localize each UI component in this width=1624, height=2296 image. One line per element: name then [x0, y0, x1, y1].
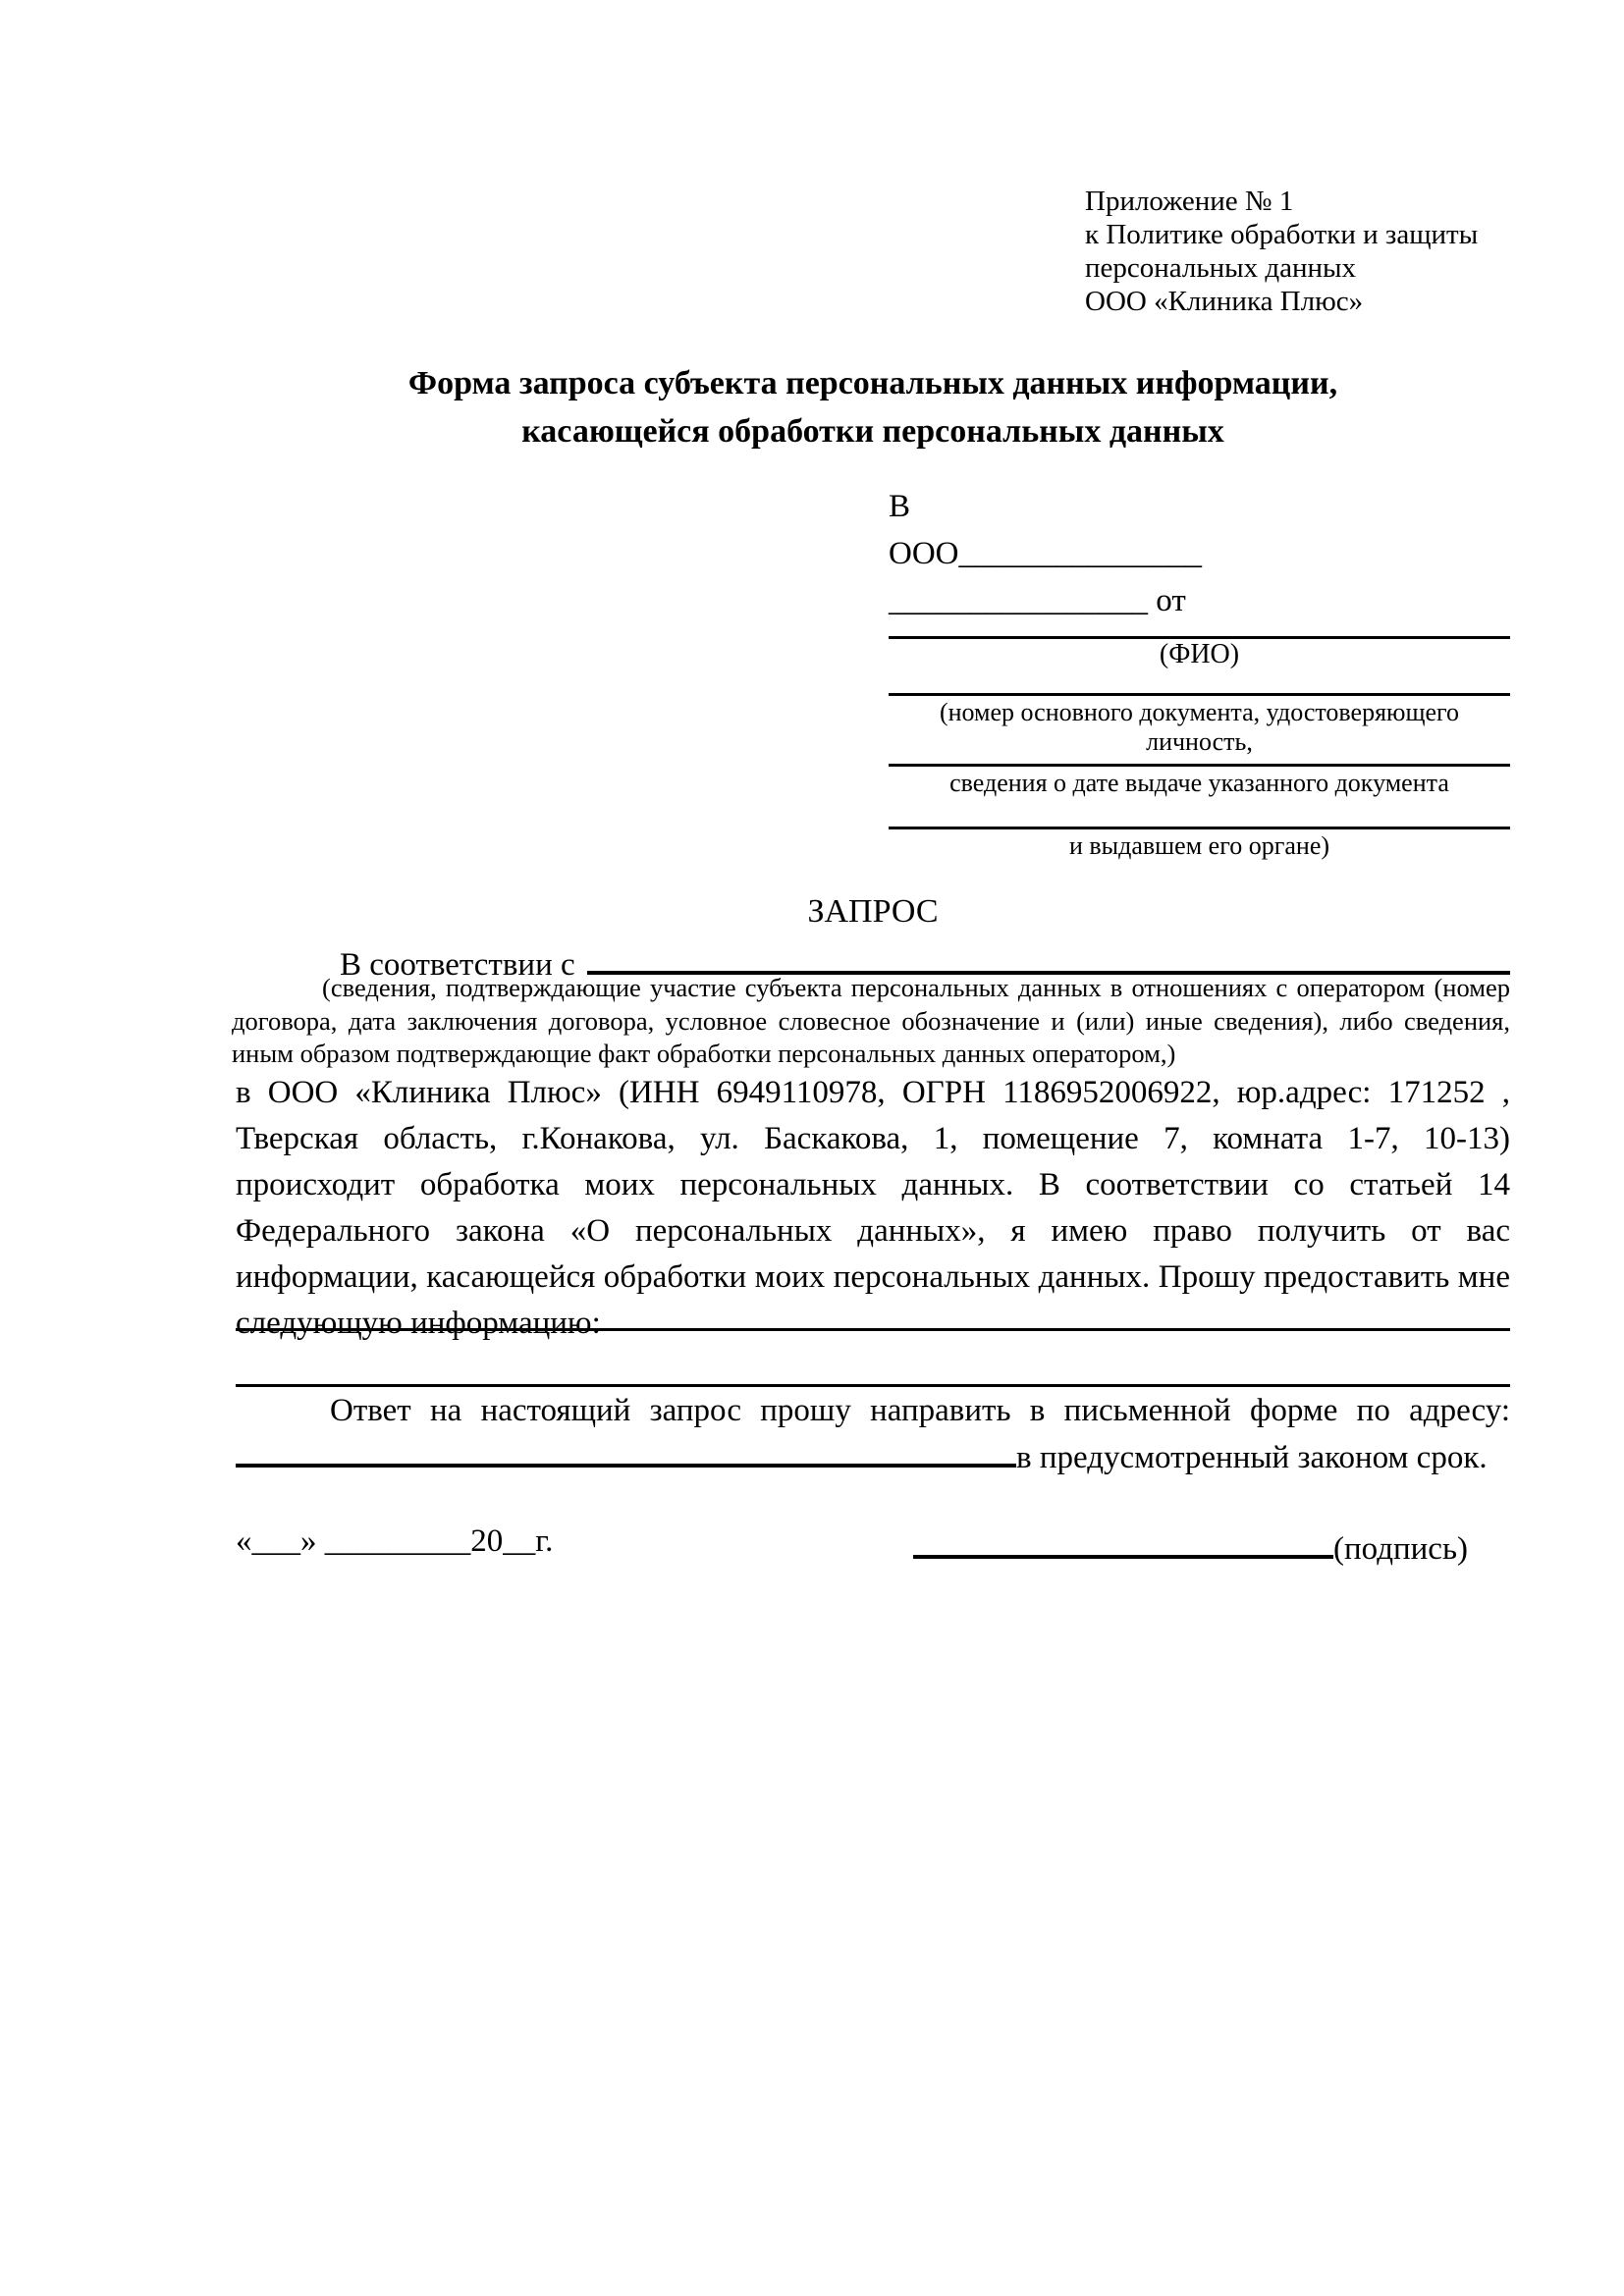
addressee-company-blank: ООО_______________ — [889, 536, 1202, 571]
appendix-note-line: к Политике обработки и защиты — [1085, 219, 1479, 250]
doc-number-caption: (номер основного документа, удостоверяющего личность, — [939, 698, 1460, 756]
answer-text: Ответ на настоящий запрос прошу направить в письменной форме по адресу: — [330, 1393, 1510, 1428]
appendix-note-line: Приложение № 1 — [1085, 186, 1294, 217]
date-blank: «___» _________20__г. — [236, 1523, 554, 1559]
appendix-note-line: ООО «Клиника Плюс» — [1085, 286, 1364, 317]
fio-caption: (ФИО) — [1159, 639, 1240, 669]
doc-date-caption: сведения о дате выдаче указанного документа — [949, 769, 1449, 797]
doc-number-blank-line — [889, 693, 1510, 696]
doc-issuer-caption: и выдавшем его органе) — [1068, 831, 1330, 860]
request-heading: ЗАПРОС — [807, 893, 939, 930]
footnote-text: (сведения, подтверждающие участие субъекта персональных данных в отношениях с оператором (номер договора, дата заключения договора, условное словесное обозначение и (или) иные сведения), либо сведения, иным образом подтверждающие факт обработки персональных данных оператором,) — [232, 973, 1510, 1068]
info-blank-line-1 — [236, 1328, 1510, 1331]
signature-blank-line — [913, 1523, 1333, 1559]
page-title-line: Форма запроса субъекта персональных данных информации, — [407, 365, 1338, 401]
doc-date-blank-line — [889, 764, 1510, 767]
intro-prefix: В соответствии с — [340, 947, 575, 983]
answer-tail: в предусмотренный законом срок. — [1016, 1440, 1488, 1475]
body-paragraph: в ООО «Клиника Плюс» (ИНН 6949110978, ОГРН 1186952006922, юр.адрес: 171252 , Тверская область, г.Конакова, ул. Баскакова, 1, помещение 7, комната 1-7, 10-13) происходит обработка моих персональных данных. В соответствии со статьей 14 Федерального закона «О персональных данных», я имею право получить от вас информации, касающейся обработки моих персональных данных. Прошу предоставить мне следующую информацию: — [236, 1075, 1510, 1341]
page-title-line: касающейся обработки персональных данных — [521, 413, 1224, 450]
addressee-from-blank: ________________ от — [889, 583, 1186, 618]
answer-paragraph — [236, 1388, 1510, 1481]
appendix-note — [1085, 185, 1517, 318]
appendix-note-line: персональных данных — [1085, 252, 1357, 284]
info-blank-line-2 — [236, 1384, 1510, 1387]
address-blank-line — [236, 1434, 1016, 1468]
signature-caption: (подпись) — [1333, 1531, 1468, 1567]
doc-issuer-blank-line — [889, 827, 1510, 829]
intro-blank-line — [587, 935, 1510, 975]
page-title — [236, 359, 1510, 455]
addressee-to-label: В — [889, 489, 911, 524]
signature-area — [913, 1523, 1468, 1568]
